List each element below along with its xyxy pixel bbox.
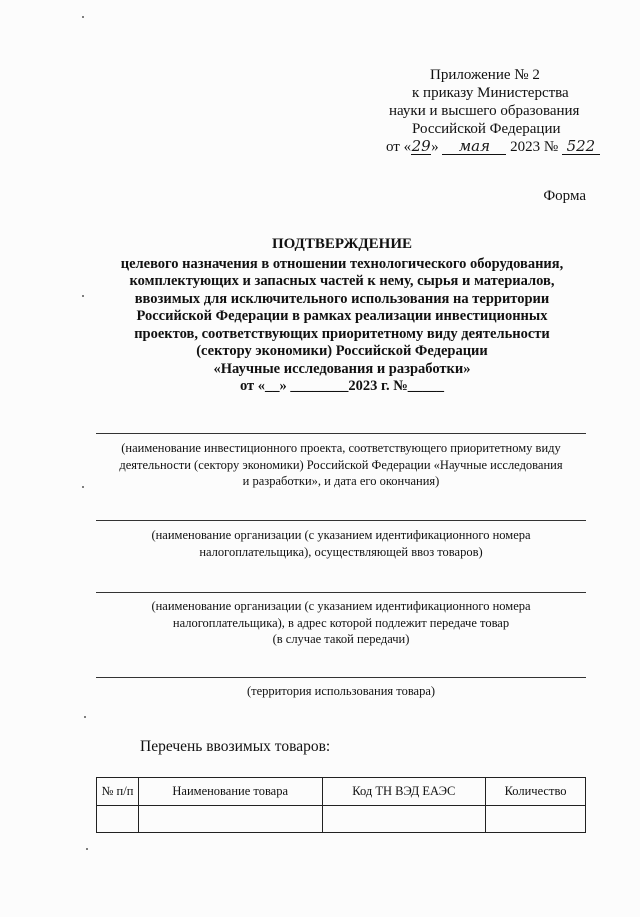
column-header-code: Код ТН ВЭД ЕАЭС — [322, 778, 486, 806]
project-name-caption — [96, 440, 586, 490]
caption-line: (в случае такой передачи) — [272, 632, 410, 646]
title-line: комплектующих и запасных частей к нему, сырья и материалов, — [129, 273, 555, 289]
caption-line: (территория использования товара) — [246, 684, 436, 698]
scan-speck — [86, 848, 88, 850]
order-date-line — [386, 138, 600, 156]
territory-field-line — [96, 677, 586, 678]
title-main: ПОДТВЕРЖДЕНИЕ — [271, 236, 413, 252]
ministry-name: науки и высшего образования — [389, 103, 580, 119]
title-line: целевого назначения в отношении технологического оборудования, — [120, 255, 564, 272]
importer-caption — [96, 527, 586, 560]
country-name: Российской Федерации — [412, 121, 561, 137]
title-line: Российской Федерации в рамках реализации инвестиционных — [136, 308, 548, 324]
goods-table — [96, 777, 586, 833]
project-name-field-line — [96, 433, 586, 434]
table-cell — [138, 806, 322, 833]
caption-line: деятельности (сектору экономики) Российской Федерации «Научные исследования — [119, 457, 563, 472]
table-header-row — [97, 778, 586, 806]
importer-field-line — [96, 520, 586, 521]
order-reference: к приказу Министерства — [412, 85, 569, 101]
title-line: проектов, соответствующих приоритетному виду деятельности — [134, 325, 550, 342]
date-month-handwritten: мая — [442, 138, 506, 155]
date-mid: » — [431, 139, 439, 155]
caption-line: (наименование организации (с указанием идентификационного номера — [151, 528, 531, 542]
transferee-field-line — [96, 592, 586, 593]
title-line: «Научные исследования и разработки» — [213, 360, 471, 377]
table-cell — [97, 806, 139, 833]
form-label: Форма — [543, 188, 586, 204]
column-header-name: Наименование товара — [138, 778, 322, 806]
table-cell — [486, 806, 586, 833]
caption-line: (наименование инвестиционного проекта, соответствующего приоритетному виду — [121, 441, 561, 455]
title-line: ввозимых для исключительного использования на территории — [134, 290, 550, 307]
appendix-number: Приложение № 2 — [430, 67, 540, 83]
caption-line: налогоплательщика), осуществляющей ввоз товаров) — [199, 544, 483, 559]
column-header-number: № п/п — [97, 778, 139, 806]
table-row — [97, 806, 586, 833]
transferee-caption — [96, 598, 586, 648]
goods-list-title: Перечень ввозимых товаров: — [140, 738, 331, 755]
caption-line: (наименование организации (с указанием идентификационного номера — [151, 599, 531, 613]
column-header-quantity: Количество — [486, 778, 586, 806]
date-day-handwritten: 29 — [411, 137, 431, 155]
scan-speck — [84, 716, 86, 718]
document-title — [96, 236, 588, 396]
territory-caption — [96, 683, 586, 700]
caption-line: и разработки», и дата его окончания) — [242, 474, 440, 488]
order-number-handwritten: 522 — [562, 138, 600, 155]
scan-speck — [82, 295, 84, 297]
scan-speck — [82, 486, 84, 488]
title-date-line: от «__» ________2023 г. №_____ — [239, 378, 445, 394]
caption-line: налогоплательщика), в адрес которой подлежит передаче товар — [172, 615, 510, 630]
title-line: (сектору экономики) Российской Федерации — [196, 343, 488, 359]
scan-speck — [82, 16, 84, 18]
date-year: 2023 № — [510, 139, 559, 155]
date-prefix: от « — [386, 139, 412, 155]
table-cell — [322, 806, 486, 833]
